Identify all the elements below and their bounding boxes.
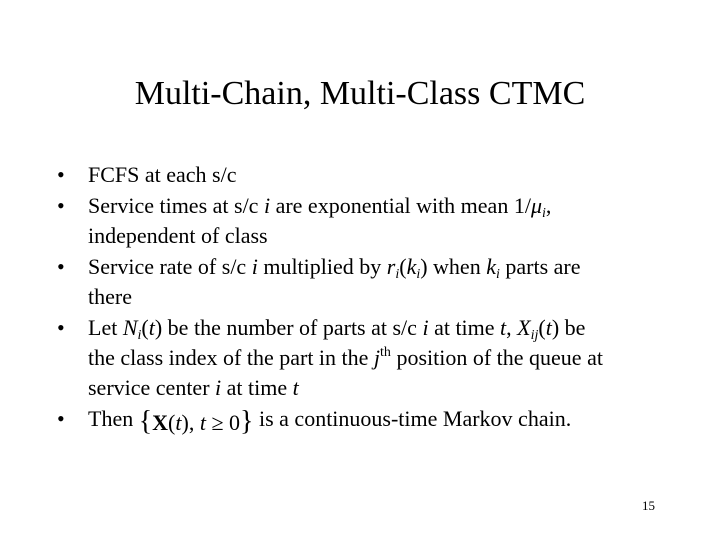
bullet-text: Then {X(t), t ≥ 0} is a continuous-time Markov chain. (88, 406, 572, 437)
bullet-item-service-rate (57, 252, 677, 312)
math-expression: {X(t), t ≥ 0} (138, 406, 254, 437)
bullet-list (57, 160, 677, 439)
bullet-text: FCFS at each s/c (88, 162, 237, 187)
bullet-text: Service rate of s/c i multiplied by $r_i(k_i)$ when $k_i$ parts are there (88, 254, 581, 309)
page-number: 15 (642, 498, 655, 513)
bullet-dot: • (57, 406, 65, 431)
bullet-item-definitions (57, 313, 677, 403)
slide-title: Multi-Chain, Multi-Class CTMC (134, 75, 586, 112)
bullet-dot: • (57, 315, 65, 340)
bullet-text: Service times at s/c i are exponential with mean $1/\mu_i$, independent of class (88, 193, 552, 248)
bullet-dot: • (57, 162, 65, 187)
bullet-item-markov-chain (57, 404, 677, 438)
bullet-item-fcfs (57, 160, 677, 190)
bullet-dot: • (57, 254, 65, 279)
bullet-dot: • (57, 193, 65, 218)
bullet-text: Let $N_i(t)$ be the number of parts at s/c i at time t, $X_{ij}(t)$ be the class index of the part in the $j^{th}$ position of the queue at service center i at time t (88, 315, 603, 400)
bullet-item-service-times (57, 191, 677, 251)
